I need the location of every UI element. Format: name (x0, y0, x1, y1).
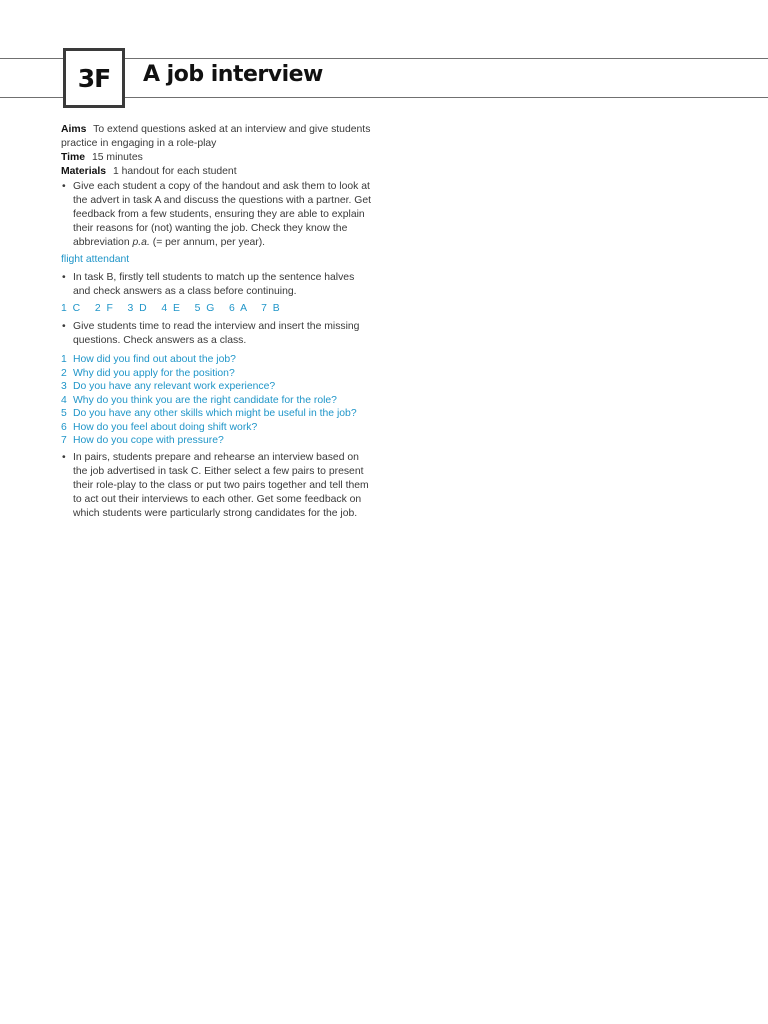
bullet-1-text: Give each student a copy of the handout and ask them to look at the advert in task A and discuss the questions with a partner. Get feedback from a few students, ensuring they are able to explain their reasons for (not) wanting the job. Check they know the abbreviation (73, 181, 372, 248)
instruction-bullet-3: • Give students time to read the interview and insert the missing questions. Check answers as a class. (61, 320, 373, 348)
answer-question-row (61, 407, 373, 421)
aims-line (61, 123, 373, 151)
question-text: Do you have any relevant work experience? (73, 381, 276, 392)
answer-question-row (61, 367, 373, 381)
question-text: Do you have any other skills which might be useful in the job? (73, 408, 357, 419)
instruction-bullet-4: • In pairs, students prepare and rehearse an interview based on the job advertised in task C. Either select a few pairs to present their role-play to the class or put two pairs together and tell them to act out their interviews to each other. Get some feedback on which students were particularly strong candidates for the job. (61, 451, 373, 521)
answer-question-row (61, 380, 373, 394)
materials-label: Materials (61, 166, 107, 177)
question-number: 1 (61, 354, 67, 365)
question-number: 2 (61, 367, 67, 379)
time-text: 15 minutes (91, 152, 143, 163)
question-text: How do you cope with pressure? (73, 435, 224, 446)
answer-key-3 (61, 353, 373, 448)
page-title: A job interview (143, 62, 323, 87)
question-text: How do you feel about doing shift work? (73, 421, 258, 433)
materials-line (61, 165, 373, 179)
abbreviation: p.a. (132, 237, 150, 248)
question-number: 5 (61, 408, 67, 419)
question-text: Why do you think you are the right candidate for the role? (73, 394, 337, 406)
aims-label: Aims (61, 124, 87, 135)
bullet-1-text-end: (= per annum, per year). (149, 237, 266, 248)
lesson-notes (61, 123, 373, 521)
answer-key-2: 1 C 2 F 3 D 4 E 5 G 6 A 7 B (61, 303, 282, 314)
question-number: 7 (61, 435, 67, 446)
instruction-bullet-1 (61, 180, 373, 250)
answer-question-row (61, 394, 373, 408)
time-label: Time (61, 152, 86, 163)
lesson-badge: 3F (63, 48, 125, 108)
question-number: 4 (61, 394, 67, 406)
question-text: How did you find out about the job? (73, 354, 236, 365)
question-number: 3 (61, 381, 67, 392)
answer-question-row (61, 421, 373, 435)
answer-question-row (61, 353, 373, 367)
instruction-bullet-2: • In task B, firstly tell students to match up the sentence halves and check answers as a class before continuing. (61, 271, 373, 299)
answer-question-row (61, 434, 373, 448)
materials-text: 1 handout for each student (112, 166, 237, 177)
answer-key-1: flight attendant (61, 254, 130, 265)
aims-text: To extend questions asked at an interview and give students practice in engaging in a role-play (61, 124, 371, 149)
question-number: 6 (61, 421, 67, 433)
time-line (61, 151, 373, 165)
question-text: Why did you apply for the position? (73, 367, 235, 379)
